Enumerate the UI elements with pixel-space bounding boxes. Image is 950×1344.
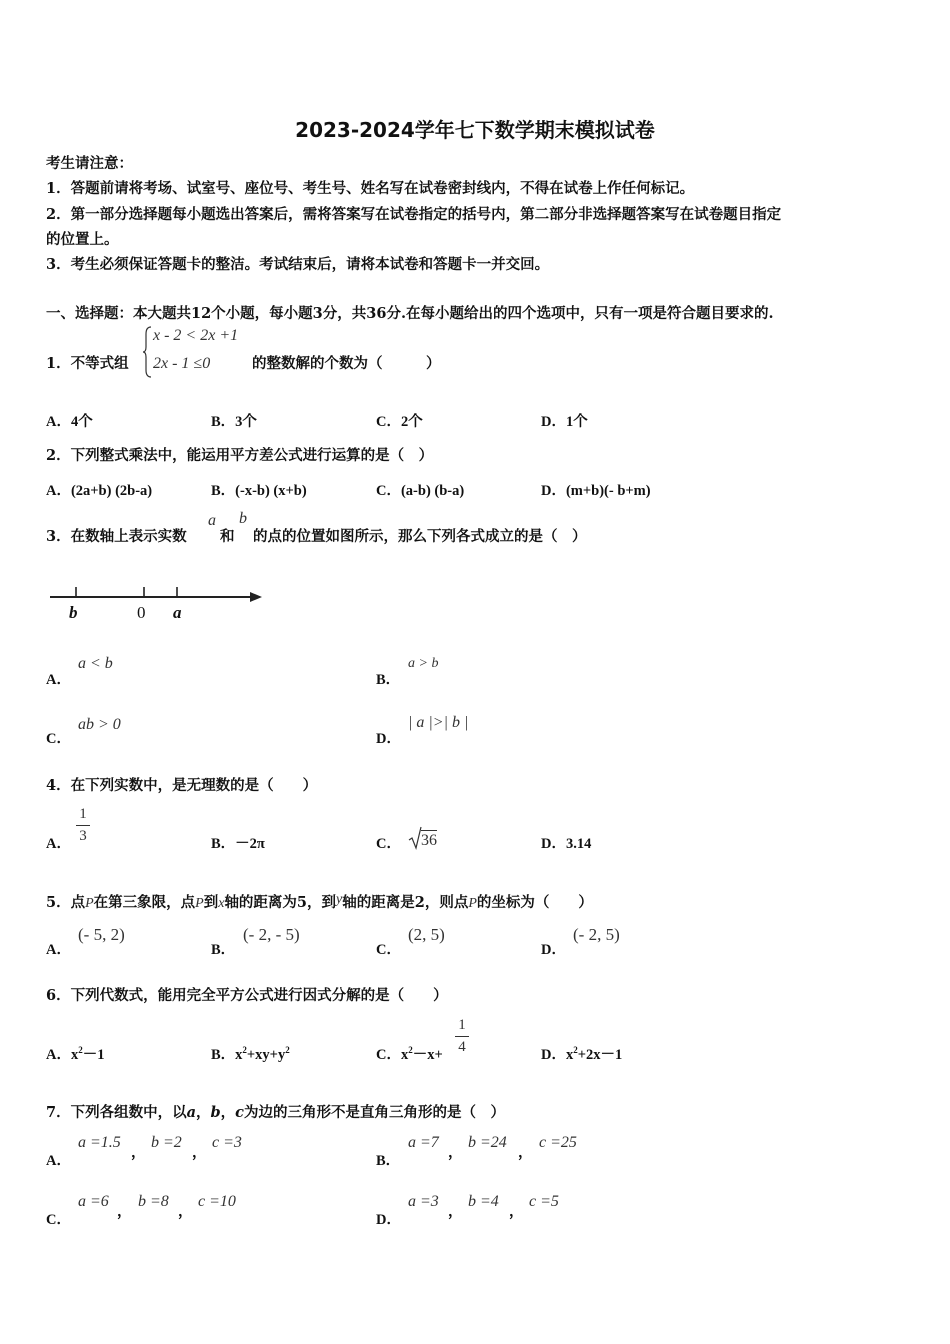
option-b-label[interactable]: B． [376,672,401,688]
brace-icon [143,326,153,378]
option-c-label[interactable]: C． [376,942,401,958]
option-d-c[interactable]: c =5 [529,1193,559,1210]
comma: ， [448,1144,463,1161]
option-b-b[interactable]: b =24 [468,1134,507,1151]
question-7 [46,1101,505,1122]
var-c: c [235,1104,244,1121]
axis-label-b: b [69,603,78,622]
option-b[interactable]: B．3个 [211,414,257,430]
option-b[interactable]: B．(-x-b) (x+b) [211,483,307,499]
question-2: 2．下列整式乘法中，能运用平方差公式进行运算的是（ ） [46,447,434,464]
numerator: 1 [458,1017,466,1033]
question-5-text: 到 [203,894,219,911]
option-b[interactable]: B．－2π [211,836,265,852]
option-a-expr[interactable]: (- 5, 2) [78,925,125,944]
notice-heading: 考生请注意： [46,155,133,172]
option-a-label[interactable]: A． [46,1153,71,1169]
option-c-expr[interactable]: (2, 5) [408,925,445,944]
question-4: 4．在下列实数中，是无理数的是（ ） [46,777,318,794]
fraction-one-third[interactable] [76,806,90,845]
question-5 [46,891,593,912]
option-label: D． [541,1047,566,1063]
option-b-c[interactable]: c =25 [539,1134,577,1151]
var-y: y [336,892,343,907]
comma: ， [448,1203,463,1220]
number-line [44,582,270,632]
option-label: B． [211,1047,236,1063]
option-text: x [70,1047,79,1063]
comma: ， [220,1104,236,1121]
question-3-prefix: 3．在数轴上表示实数 [46,528,187,545]
option-a-b[interactable]: b =2 [151,1134,182,1151]
denominator: 4 [458,1039,466,1055]
option-c-label[interactable]: C． [46,1212,71,1228]
fraction-one-fourth[interactable] [455,1017,469,1056]
var-a: a [186,1104,196,1121]
option-b-label[interactable]: B． [211,942,236,958]
option-b-label[interactable]: B． [376,1153,401,1169]
question-5-text: 在第三象限，点 [93,894,196,911]
notice-item: 1．答题前请将考场、试室号、座位号、考生号、姓名写在试卷密封线内，不得在试卷上作任何标记。 [46,180,695,197]
axis-label-a: a [173,603,182,622]
option-a-a[interactable]: a =1.5 [78,1134,121,1151]
option-c-expr[interactable]: ab > 0 [78,716,121,733]
option-c-c[interactable]: c =10 [198,1193,236,1210]
question-7-text: 为边的三角形不是直角三角形的是（ ） [243,1104,505,1121]
notice-item: 的位置上。 [46,231,119,248]
option-a-c[interactable]: c =3 [212,1134,242,1151]
option-a-label[interactable]: A． [46,942,71,958]
notice-item: 2．第一部分选择题每小题选出答案后，需将答案写在试卷指定的括号内，第二部分非选择题答案写在试卷题目指定 [46,206,782,223]
option-a-expr[interactable]: a < b [78,655,113,672]
option-d[interactable]: D．3.14 [541,836,592,852]
option-label: A． [46,1047,71,1063]
option-b-expr[interactable]: (- 2, - 5) [243,925,300,944]
option-d-label[interactable]: D． [541,942,566,958]
option-text: －x+ [412,1047,443,1063]
option-d-b[interactable]: b =4 [468,1193,499,1210]
option-text: +xy+y [246,1047,286,1063]
option-text: －1 [82,1047,105,1063]
question-6: 6．下列代数式，能用完全平方公式进行因式分解的是（ ） [46,987,448,1004]
option-text: x [565,1047,574,1063]
numerator: 1 [79,806,87,822]
option-c[interactable] [376,1043,443,1064]
option-d-label[interactable]: D． [376,731,401,747]
question-5-text: 5．点 [46,894,86,911]
option-a-label[interactable]: A． [46,672,71,688]
option-a[interactable] [46,1043,104,1064]
comma: ， [509,1203,524,1220]
var-p: P [195,896,204,911]
exponent: 2 [242,1045,247,1056]
page-title: 2023-2024学年七下数学期末模拟试卷 [295,118,655,142]
option-text: +2x－1 [577,1047,623,1063]
option-c-b[interactable]: b =8 [138,1193,169,1210]
option-b-expr[interactable]: a > b [408,656,439,671]
notice-item: 3．考生必须保证答题卡的整洁。考试结束后，请将本试卷和答题卡一并交回。 [46,256,550,273]
sqrt-radicand[interactable]: 36 [421,832,437,849]
option-d[interactable]: D．1个 [541,414,588,430]
question-7-text: 7．下列各组数中，以 [46,1104,187,1121]
var-b: b [210,1104,221,1121]
section-heading: 一、选择题：本大题共12个小题，每小题3分，共36分.在每小题给出的四个选项中，只有一项是符合题目要求的. [46,305,774,322]
option-d[interactable] [541,1043,622,1064]
option-d-expr[interactable]: | a |>| b | [408,714,469,731]
question-1-suffix: 的整数解的个数为（ ） [252,355,441,372]
var-b: b [239,510,247,527]
inequality-1: x - 2 < 2x +1 [153,327,239,344]
option-c-a[interactable]: a =6 [78,1193,109,1210]
option-a[interactable]: A．(2a+b) (2b-a) [46,483,153,499]
arrow-icon [250,592,262,602]
comma: ， [178,1203,193,1220]
option-text: x [400,1047,409,1063]
option-c[interactable]: C．(a-b) (b-a) [376,483,465,499]
exponent: 2 [408,1045,413,1056]
comma: ， [196,1104,211,1121]
denominator: 3 [79,828,87,844]
sqrt-icon [408,826,422,850]
option-b-a[interactable]: a =7 [408,1134,439,1151]
option-a-label[interactable]: A． [46,836,71,852]
option-c-label[interactable]: C． [46,731,71,747]
exponent: 2 [78,1045,83,1056]
question-5-text: 的坐标为（ ） [476,894,593,911]
exponent: 2 [285,1045,290,1056]
option-d-label[interactable]: D． [376,1212,401,1228]
comma: ， [117,1203,132,1220]
var-p: P [85,896,94,911]
question-5-text: 轴的距离是2，则点 [342,894,469,911]
question-5-text: 轴的距离为5，到 [224,894,337,911]
option-d[interactable]: D．(m+b)(- b+m) [541,483,651,499]
option-a[interactable]: A．4个 [46,414,93,430]
comma: ， [192,1144,207,1161]
question-3-suffix: 的点的位置如图所示，那么下列各式成立的是（ ） [253,528,587,545]
var-x: x [218,896,225,911]
comma: ， [131,1144,146,1161]
option-d-a[interactable]: a =3 [408,1193,439,1210]
question-1-prefix: 1．不等式组 [46,355,129,372]
option-label: C． [376,1047,401,1063]
var-p: P [468,896,477,911]
exponent: 2 [573,1045,578,1056]
option-d-expr[interactable]: (- 2, 5) [573,925,620,944]
option-text: x [235,1047,243,1063]
axis-label-zero: 0 [137,603,146,622]
comma: ， [518,1144,533,1161]
var-a: a [208,512,216,529]
question-3-and: 和 [220,528,235,545]
option-c-label[interactable]: C． [376,836,401,852]
option-b[interactable] [211,1043,290,1064]
option-c[interactable]: C．2个 [376,414,423,430]
inequality-2: 2x - 1 ≤0 [153,355,211,372]
